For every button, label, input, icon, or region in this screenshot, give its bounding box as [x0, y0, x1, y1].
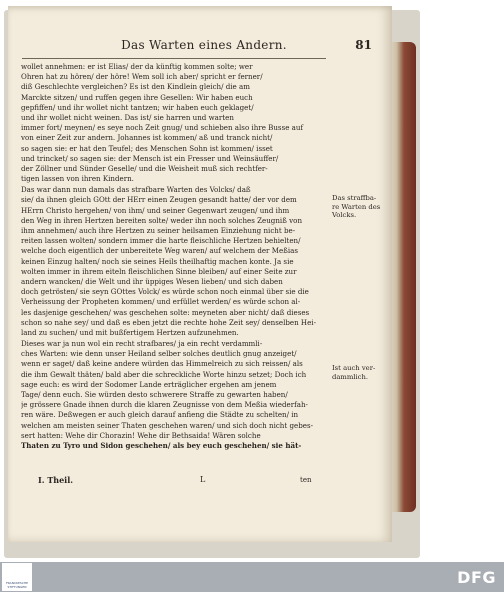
marginal-line: Ist auch ver-	[332, 364, 376, 372]
text-line: und ihr wollet nicht weinen. Das ist/ sie harren und warten	[21, 112, 234, 122]
page-header	[18, 38, 390, 56]
text-line: andern wancken/ die Welt und ihr üppiges Wesen lieben/ und sich daben	[21, 276, 283, 286]
text-line: welchen am meisten seiner Thaten geschehen waren/ und sich doch nicht gebes-	[21, 420, 314, 430]
text-line: wenn er saget/ daß keine andere würden das Himmelreich zu sich reissen/ als	[21, 359, 303, 369]
text-line: und trincket/ so sagen sie: der Mensch ist ein Fresser und Weinsäuffer/	[21, 153, 279, 163]
text-line: les dasjenige geschehen/ was geschehen solte: meyneten aber nicht/ daß dieses	[21, 307, 310, 317]
dfg-logo[interactable]: DFG	[457, 568, 496, 587]
text-line: wollet annehmen: er ist Elias/ der da künftig kommen solte; wer	[21, 62, 253, 71]
text-line: sage euch: es wird der Sodomer Lande erträglicher ergehen am jenem	[21, 379, 277, 389]
marginal-line: dammlich.	[332, 372, 368, 381]
page-footer	[38, 475, 338, 487]
text-line: wolten immer in ihrem eiteln fleischlichen Sinne bleiben/ auf einer Seite zur	[21, 266, 297, 276]
text-line: ches Warten: wie denn unser Heiland selber solches deutlich gnug anzeiget/	[21, 349, 297, 359]
text-line: Tage/ denn euch. Sie würden desto schwerere Straffe zu gewarten haben/	[21, 390, 288, 399]
logo-text	[2, 582, 32, 589]
logo-text-line: STIFTUNGEN	[7, 584, 27, 589]
marginal-note-1	[332, 194, 392, 220]
text-line: sie/ da ihnen gleich GOtt der HErr einen Zeugen gesandt hatte/ der vor dem	[21, 195, 297, 205]
text-line: tigen lassen von ihren Kindern.	[21, 174, 134, 184]
text-line: gepfiffen/ und ihr wollet nicht tantzen; wir haben euch geklaget/	[21, 102, 254, 112]
text-line: reiten lassen wolten/ sondern immer die harte fleischliche Hertzen behielten/	[21, 236, 301, 246]
text-line: die ihm Gewalt thäten/ bald aber die schreckliche Worte hinzu setzet; Doch ich	[21, 369, 307, 379]
marginal-line: re Warten des	[332, 202, 381, 211]
logo-text-line: FRANCKESCHE	[5, 581, 29, 586]
text-line: Das war dann nun damals das strafbare Warten des Volcks/ daß	[21, 185, 251, 195]
text-line: immer fort/ meynen/ es seye noch Zeit gnug/ und schieben also ihre Busse auf	[21, 123, 304, 133]
text-line: Verheissung der Propheten kommen/ und erfüllet werden/ es würde schon al-	[21, 297, 301, 307]
marginal-line: Das straffba-	[332, 194, 377, 202]
catchword: ten	[300, 476, 312, 484]
body-text	[21, 62, 331, 451]
text-line: doch getrösten/ sie seyn GOttes Volck/ es würde schon noch einmal über sie die	[21, 287, 309, 297]
text-line: schon so nahe sey/ und daß es eben jetzt die rechte hohe Zeit sey/ denselben Hei-	[21, 317, 316, 327]
text-line: Marckte sitzen/ und ruffen gegen ihre Gesellen: Wir haben euch	[21, 92, 253, 102]
institution-logo[interactable]	[2, 563, 32, 591]
text-line: so sagen sie: er hat den Teufel; des Menschen Sohn ist kommen/ isset	[21, 143, 273, 153]
text-line: von einer Zeit zur andern. Johannes ist kommen/ aß und tranck nicht/	[21, 133, 273, 143]
running-title: Das Warten eines Andern.	[121, 38, 287, 52]
sheet-mark: L	[200, 475, 206, 484]
text-line: land zu suchen/ und mit bußfertigem Hertzen aufzunehmen.	[21, 327, 239, 337]
viewer-bottom-bar	[0, 562, 504, 592]
text-line: der Zöllner und Sünder Geselle/ und die Weisheit muß sich rechtfer-	[21, 163, 268, 173]
volume-signature: I. Theil.	[38, 475, 74, 485]
book-page	[8, 6, 392, 542]
text-line: welche doch eigentlich der unbereitete Weg waren/ auf welchem der Meßias	[21, 246, 299, 256]
header-rule	[22, 58, 326, 59]
marginal-line: Volcks.	[332, 211, 357, 220]
text-line: Thaten zu Tyro und Sidon geschehen/ als bey euch geschehen/ sie hät-	[21, 440, 302, 450]
text-line: sert hatten: Wehe dir Chorazin! Wehe dir Bethsaida! Wären solche	[21, 430, 261, 440]
text-line: Dieses war ja nun wol ein recht strafbares/ ja ein recht verdammli-	[21, 339, 263, 349]
text-line: HErrn Christo hergehen/ von ihm/ und seiner Gegenwart zeugen/ und ihm	[21, 205, 290, 215]
page-number: 81	[355, 38, 372, 52]
text-line: ihm annehmen/ auch ihre Hertzen zu seiner heilsamen Einziehung nicht be-	[21, 226, 296, 235]
text-line: den Weg in ihren Hertzen bereiten solte/ weder ihn noch solches Zeugniß von	[21, 215, 303, 225]
text-line: je grössere Gnade ihnen durch die klaren Zeugnisse von dem Meßia wiederfah-	[21, 400, 308, 410]
text-line: keinen Einzug halten/ noch sie seines Heils theilhaftig machen konte. Ja sie	[21, 256, 294, 266]
marginal-note-2	[332, 364, 392, 381]
text-line: Ohren hat zu hören/ der höre! Wem soll ich aber/ spricht er ferner/	[21, 72, 263, 82]
text-line: diß Geschlechte vergleichen? Es ist den Kindlein gleich/ die am	[21, 82, 250, 92]
text-line: ren wäre. Deßwegen er auch gleich darauf anfieng die Städte zu schelten/ in	[21, 410, 299, 420]
